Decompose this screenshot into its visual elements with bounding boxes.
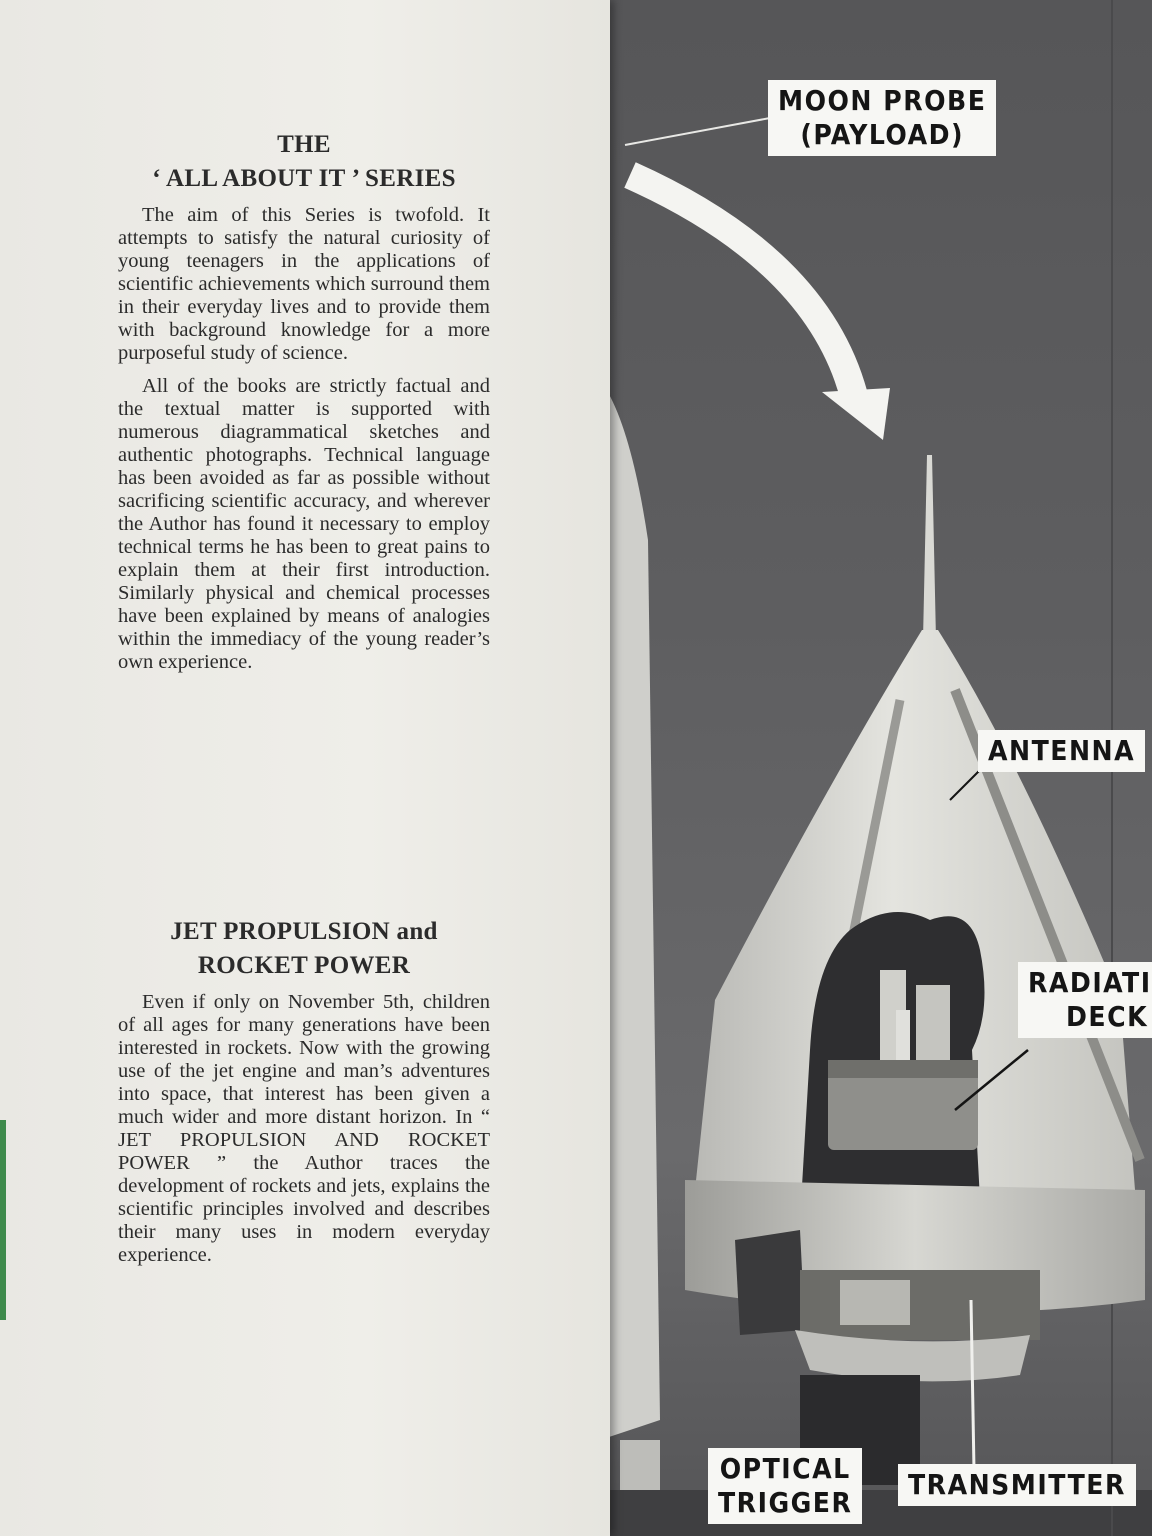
jet-propulsion-paragraph: Even if only on November 5th, children of all ages for many generations have been interested in rockets. Now with the growing use of the jet engine and man’s adventures into space, that interest has been given a much wider and more distant horizon. In “ JET PROPULSION AND ROCKET POWER ” the Author traces the development of rockets and jets, explains the scientific principles involved and describes their many uses in modern everyday experience.	[118, 991, 490, 1266]
instrument-rod	[896, 1010, 910, 1065]
series-heading	[118, 128, 490, 196]
transmitter-label: TRANSMITTER	[898, 1464, 1136, 1506]
jet-heading-line1: JET PROPULSION and	[170, 918, 438, 945]
series-paragraph-1: The aim of this Series is twofold. It attempts to satisfy the natural curiosity of young teenagers in the applications of scientific achievements which surround them in their everyday lives and to provide them with background knowledge for a more purposeful study of science.	[118, 204, 490, 364]
moon-probe-leader	[625, 118, 770, 145]
moon-probe-illustration	[600, 0, 1152, 1536]
pointer-arrow-shaft	[630, 175, 855, 400]
radiation-deck-label-line2: DECK	[1066, 1000, 1149, 1033]
transmitter-panel	[840, 1280, 910, 1325]
deck-band	[828, 1060, 978, 1078]
series-heading-line1: THE	[277, 131, 331, 158]
base-cutaway-left	[735, 1230, 805, 1335]
moon-probe-label-line2: (PAYLOAD)	[800, 118, 964, 151]
radiation-deck-label	[1018, 962, 1152, 1038]
series-heading-line2: ‘ ALL ABOUT IT ’ SERIES	[152, 165, 456, 192]
optical-trigger-label-line2: TRIGGER	[718, 1486, 853, 1519]
antenna-label: ANTENNA	[978, 730, 1145, 772]
series-section	[118, 128, 490, 674]
moon-probe-label-line1: MOON PROBE	[778, 84, 987, 117]
instrument-cylinder-2	[916, 985, 950, 1063]
optical-trigger-label-line1: OPTICAL	[719, 1452, 851, 1485]
series-paragraph-2: All of the books are strictly factual and the textual matter is supported with numerous diagrammatical sketches and authentic photographs. Technical language has been avoided as far as possible without sacrificing scientific accuracy, and wherever the Author has found it necessary to employ technical terms he has been to great pains to explain them at their first introduction. Similarly physical and chemical processes have been explained by means of analogies within the immediacy of the young reader’s own experience.	[118, 375, 490, 673]
radiation-deck-label-line1: RADIATI	[1028, 966, 1152, 999]
jet-propulsion-section	[118, 915, 490, 1267]
optical-trigger-label	[708, 1448, 862, 1524]
pointer-arrow-head	[822, 388, 890, 440]
jet-heading-line2: ROCKET POWER	[197, 952, 411, 979]
jet-propulsion-heading	[118, 915, 490, 983]
antenna-spike	[923, 455, 936, 640]
transmitter-unit	[800, 1270, 1040, 1340]
moon-probe-label	[768, 80, 996, 156]
green-page-edge	[0, 1120, 6, 1320]
